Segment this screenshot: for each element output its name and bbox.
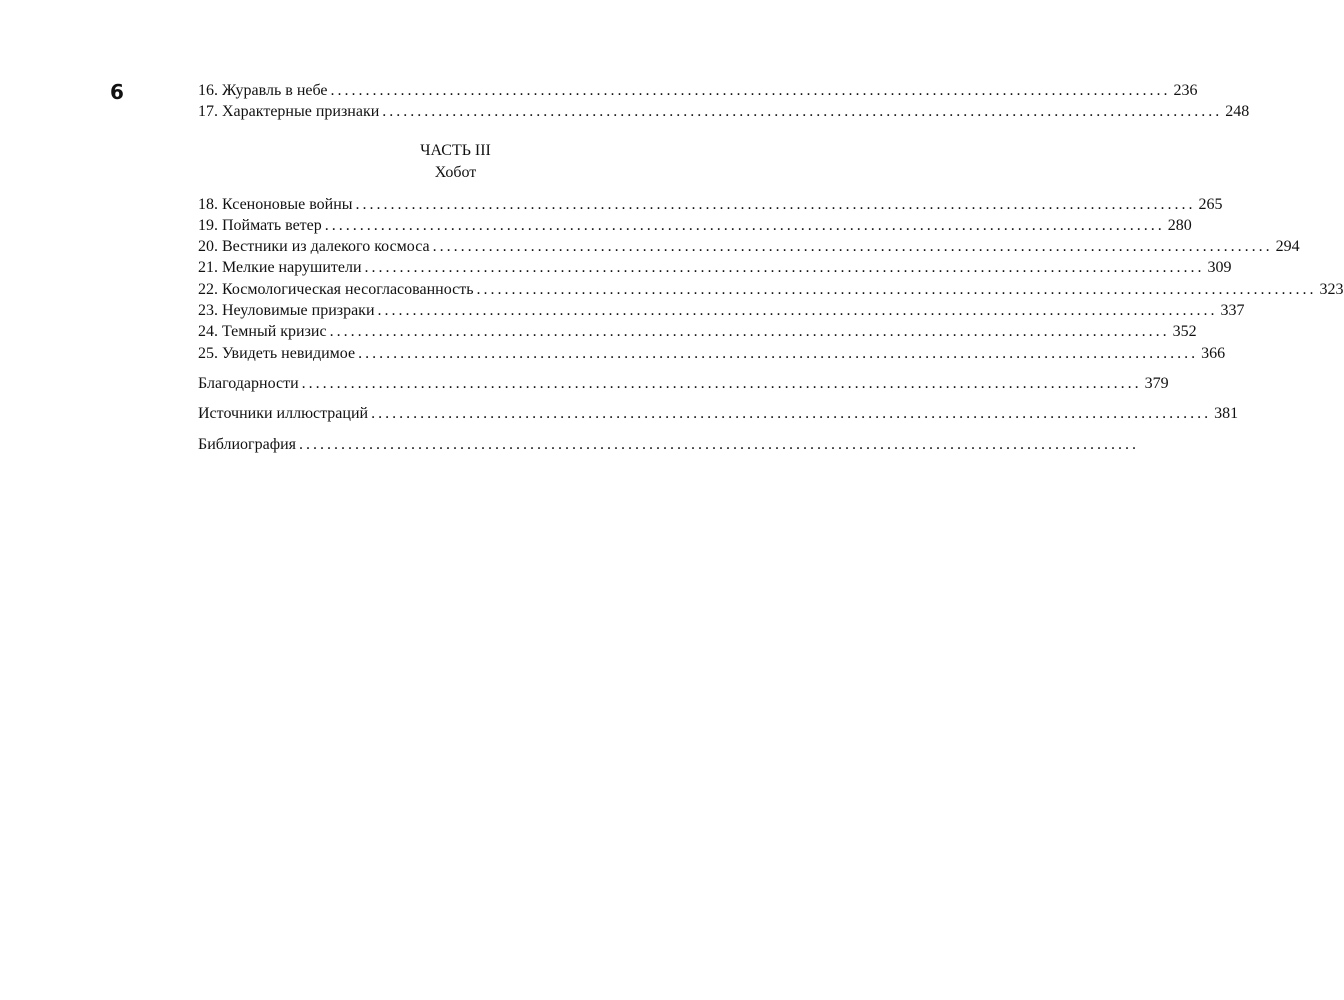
toc-entry-page: 294 — [1275, 238, 1300, 256]
toc-entry-page: 366 — [1201, 344, 1226, 362]
toc-entry — [198, 343, 1226, 364]
toc-entry-page: 280 — [1167, 216, 1192, 234]
toc-section-backmatter — [198, 373, 1239, 455]
toc-entry-title: Благодарности — [198, 374, 299, 392]
toc-entry — [198, 257, 1232, 278]
toc-entry-page: 381 — [1214, 405, 1239, 423]
dot-leader: ........................................................................................................................ — [330, 82, 1171, 99]
toc-entry-title: 18. Ксеноновые войны — [198, 195, 353, 213]
part-subtitle: Хобот — [434, 163, 477, 181]
dot-leader: ........................................................................................................................ — [355, 195, 1196, 213]
dot-leader: ........................................................................................................................ — [329, 323, 1170, 341]
toc-entry-page: 379 — [1144, 374, 1169, 392]
toc-entry-title: 17. Характерные признаки — [198, 103, 380, 121]
toc-entry-title: 22. Космологическая несогласованность — [198, 280, 474, 298]
toc-entry-page: 337 — [1220, 302, 1245, 320]
toc-entry — [198, 373, 1169, 394]
toc-section-part — [198, 194, 1344, 364]
toc-entry — [198, 279, 1344, 300]
dot-leader: ........................................................................................................................ — [432, 238, 1273, 256]
dot-leader: ........................................................................................................................ — [324, 216, 1165, 234]
dot-leader: ........................................................................................................................ — [364, 259, 1205, 277]
dot-leader: ........................................................................................................................ — [301, 374, 1142, 392]
toc-entry-page: 309 — [1207, 259, 1232, 277]
part-title: ЧАСТЬ III — [420, 141, 491, 159]
toc-entry — [198, 194, 1223, 215]
page-number: 6 — [110, 80, 124, 104]
toc-entry-title: Библиография — [198, 435, 296, 453]
dot-leader: ........................................................................................................................ — [358, 344, 1199, 362]
dot-leader: ........................................................................................................................ — [476, 280, 1317, 298]
dot-leader: ........................................................................................................................ — [377, 302, 1218, 320]
toc-entry-title: 24. Темный кризис — [198, 323, 327, 341]
toc-entry-title: 20. Вестники из далекого космоса — [198, 238, 430, 256]
toc-entry-page: 323 — [1319, 280, 1344, 298]
toc-entry — [198, 80, 1198, 101]
toc-section-before-part — [198, 80, 1250, 123]
dot-leader: ........................................................................................................................ — [299, 435, 1139, 453]
toc-entry-title: 21. Мелкие нарушители — [198, 259, 362, 277]
toc-entry-title: 16. Журавль в небе — [198, 82, 328, 99]
toc-entry-title: 25. Увидеть невидимое — [198, 344, 356, 362]
dot-leader: ........................................................................................................................ — [382, 103, 1223, 121]
toc-entry — [198, 434, 1139, 455]
toc-entry-title: Источники иллюстраций — [198, 405, 369, 423]
toc-entry — [198, 300, 1245, 321]
toc-entry-title: 23. Неуловимые призраки — [198, 302, 375, 320]
toc-entry — [198, 321, 1197, 342]
part-heading — [198, 140, 713, 184]
toc-entry-page: 236 — [1173, 82, 1198, 99]
toc-entry — [198, 236, 1300, 257]
dot-leader: ........................................................................................................................ — [371, 405, 1212, 423]
toc-entry-page: 265 — [1198, 195, 1223, 213]
toc-entry-page: 248 — [1225, 103, 1250, 121]
toc-entry — [198, 215, 1192, 236]
toc-entry — [198, 101, 1250, 122]
toc-entry-title: 19. Поймать ветер — [198, 216, 322, 234]
toc-entry — [198, 403, 1239, 424]
table-of-contents — [198, 80, 1344, 455]
toc-entry-page: 352 — [1172, 323, 1197, 341]
